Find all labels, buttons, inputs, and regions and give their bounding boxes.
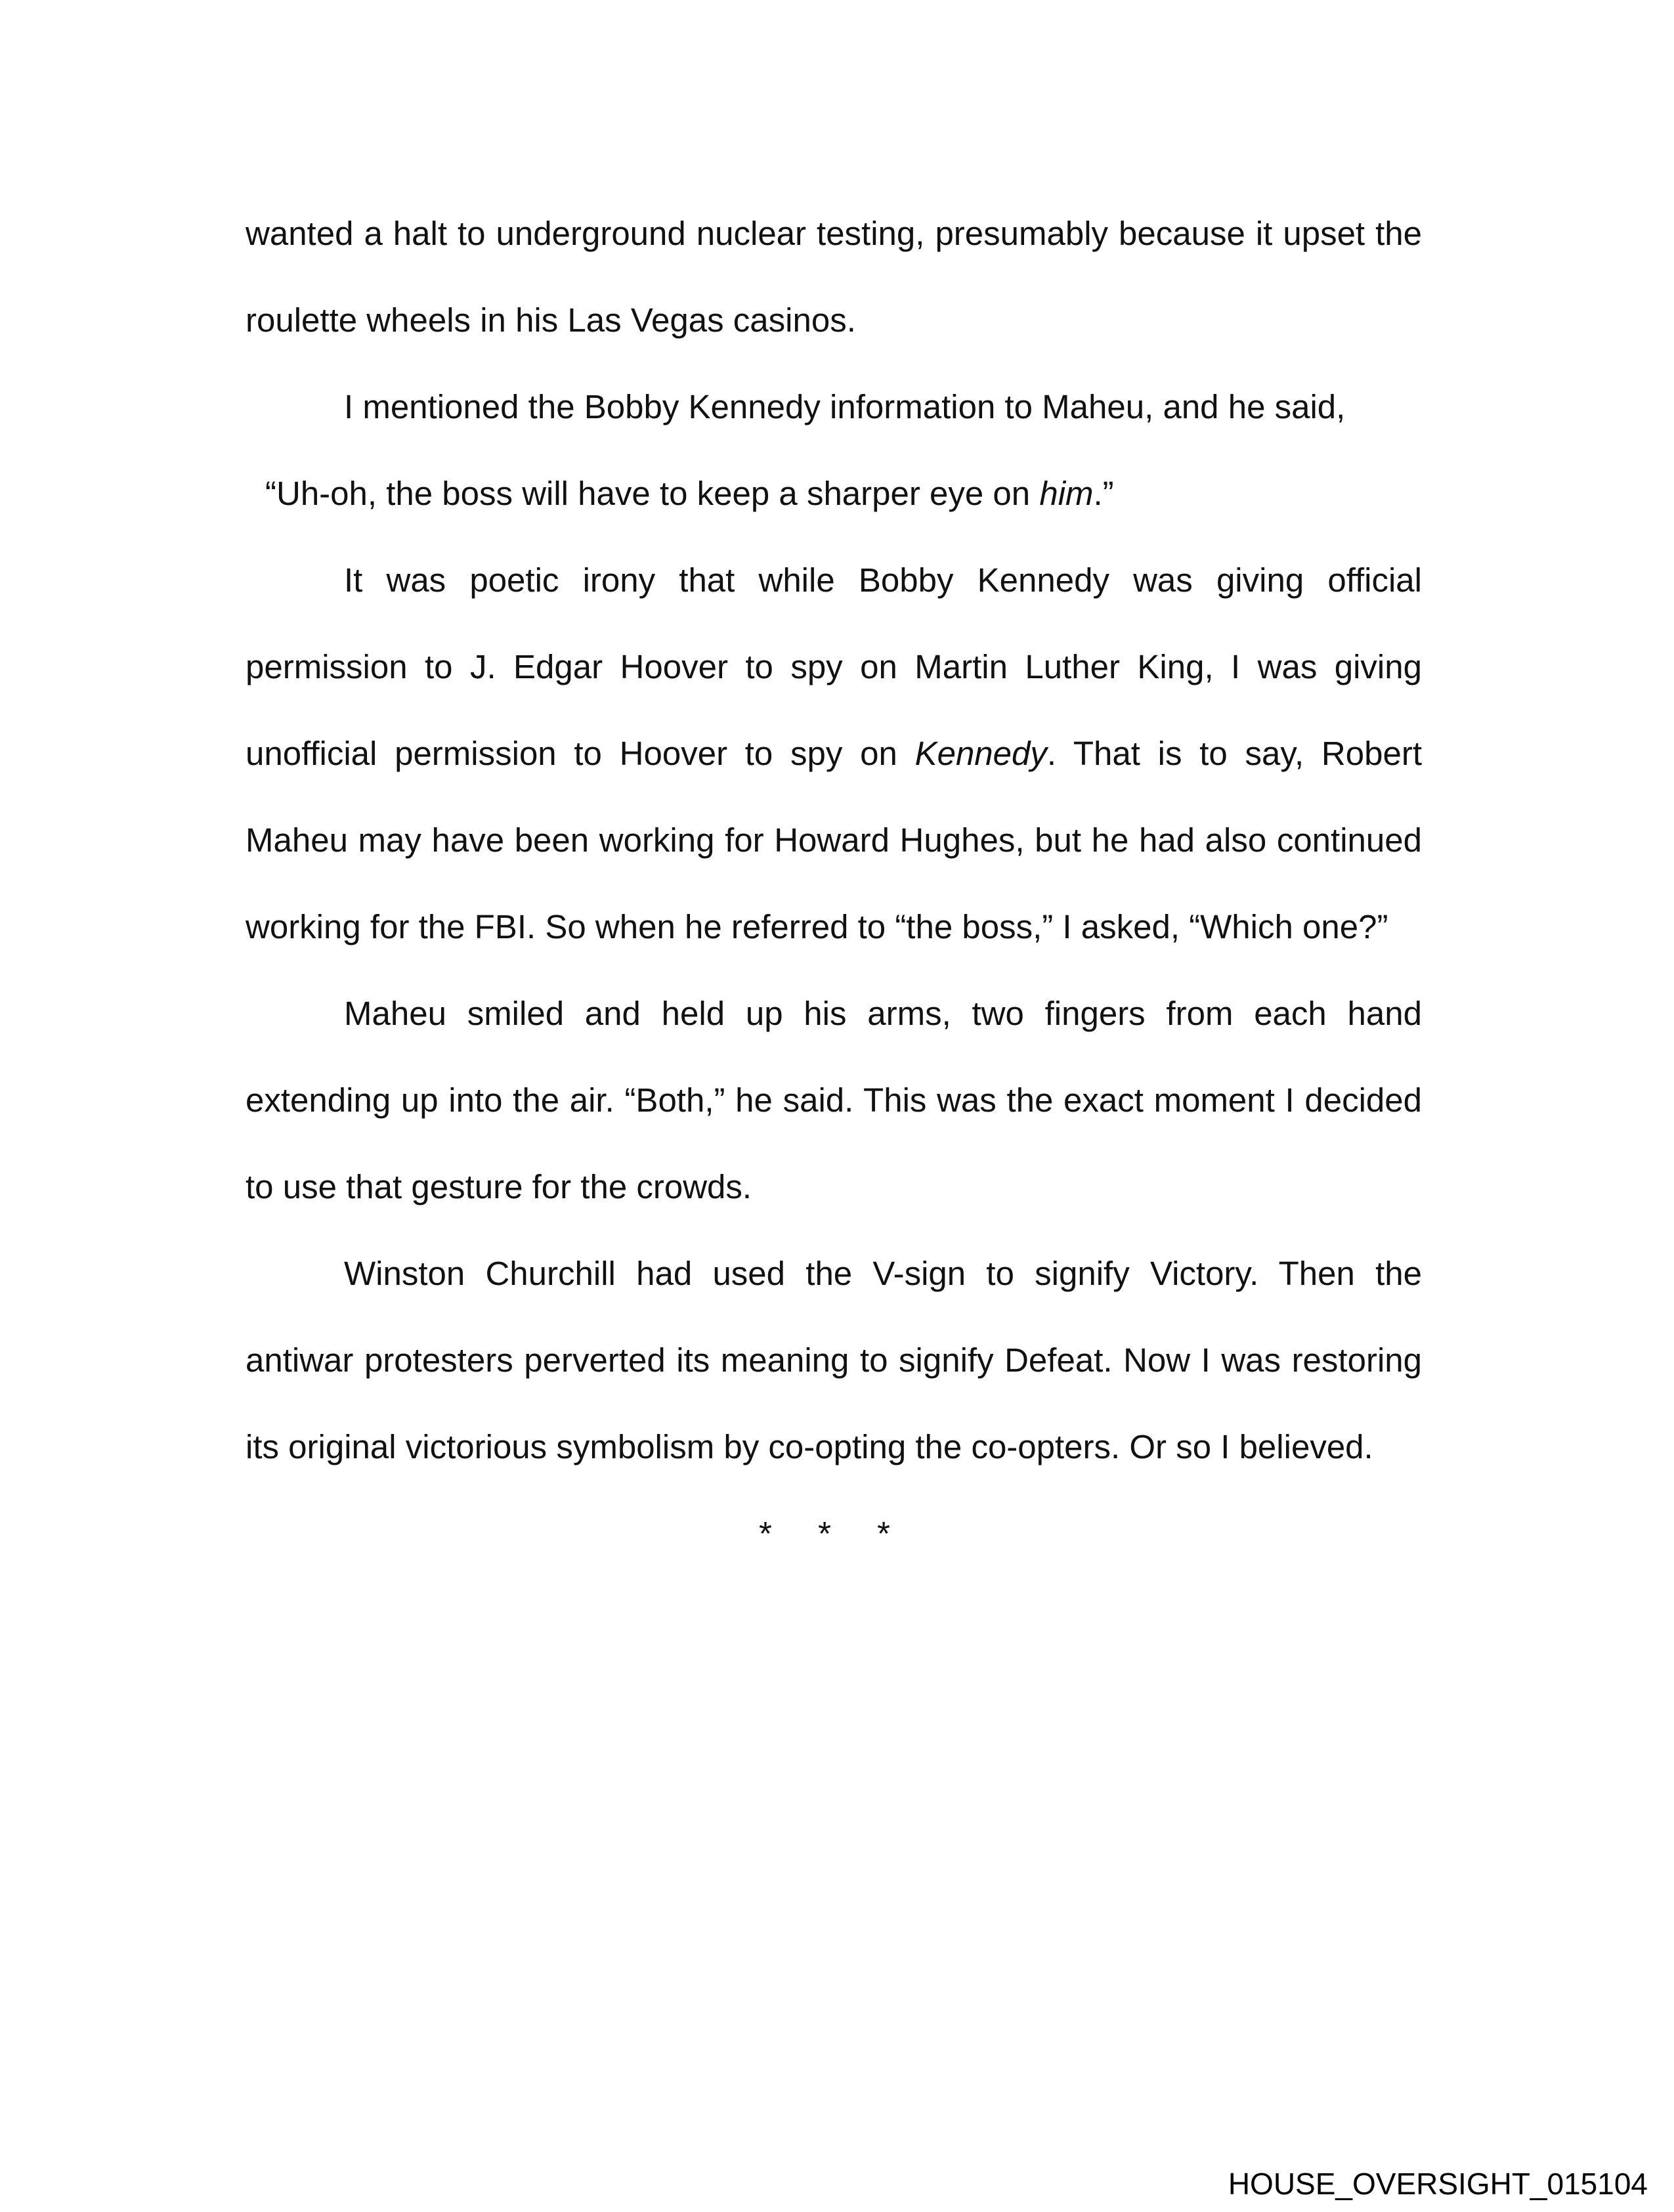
paragraph-maheu-mention: I mentioned the Bobby Kennedy information to Maheu, and he said, [344,388,1346,425]
quote-text-after: .” [1093,475,1114,512]
emphasis-him: him [1039,475,1094,512]
irony-text-after: . That is to say, Robert Maheu may have been working for Howard Hughes, but he had also continued working for the FBI. So when he referred to “the boss,” I asked, “Which one?” [246,735,1422,945]
emphasis-kennedy: Kennedy [914,735,1047,772]
irony-text-before: It was poetic irony that while Bobby Kennedy was giving official permission to J. Edgar Hoover to spy on Martin Luther King, I was giving unofficial permission to Hoover to spy on [246,561,1422,772]
paragraph-churchill-v-sign: Winston Churchill had used the V-sign to signify Victory. Then the antiwar protesters perverted its meaning to signify Defeat. Now I was restoring its original victorious symbolism by co-opting the co-opters. Or so I believed. [246,1255,1422,1465]
paragraph-boss-quote [246,450,1422,537]
paragraph-nuclear-testing: wanted a halt to underground nuclear testing, presumably because it upset the roulette wheels in his Las Vegas casinos. [246,215,1422,339]
page-body [246,190,1422,1577]
section-break-asterisks: * * * [759,1515,909,1552]
bates-number: HOUSE_OVERSIGHT_015104 [1228,2167,1648,2201]
quote-text-before: “Uh-oh, the boss will have to keep a sharper eye on [265,475,1040,512]
paragraph-poetic-irony [246,537,1422,970]
paragraph-v-gesture: Maheu smiled and held up his arms, two fingers from each hand extending up into the air. “Both,” he said. This was the exact moment I decided to use that gesture for the crowds. [246,995,1422,1205]
